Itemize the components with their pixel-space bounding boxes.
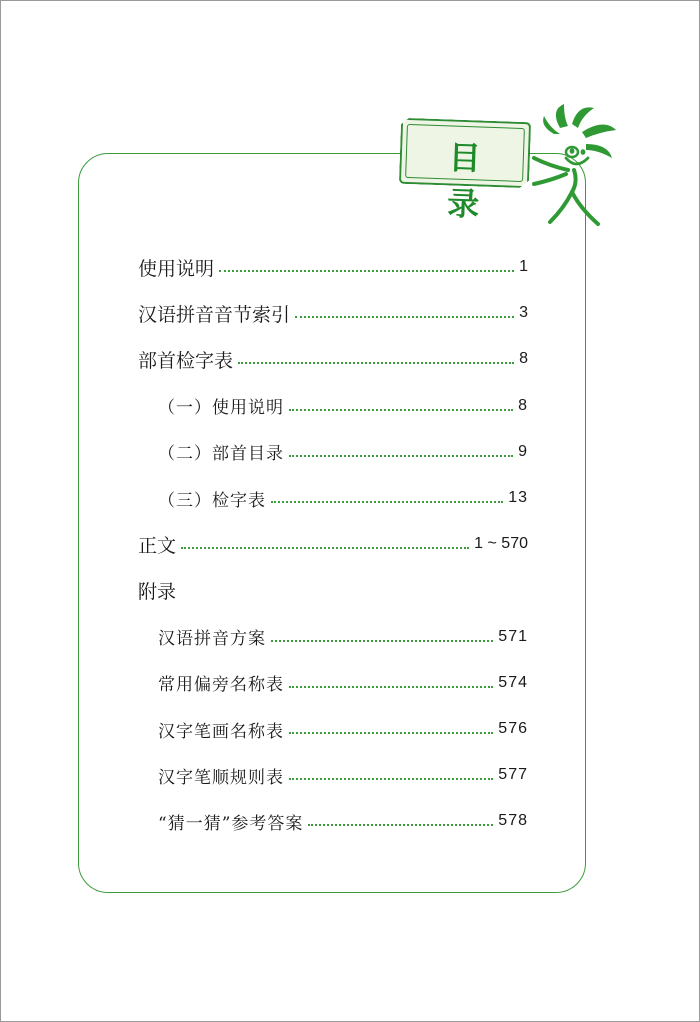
toc-dot-leader [289,409,513,411]
toc-entry[interactable] [158,391,528,421]
toc-entry-label: 汉字笔画名称表 [158,721,284,742]
toc-entry[interactable] [158,483,528,513]
toc-entry-page: 1 [519,258,528,275]
toc-entry-page: 577 [498,766,528,784]
page-title: 目 录 [446,138,498,225]
toc-entry-page: 3 [519,304,528,322]
toc-entry[interactable] [138,529,528,559]
toc-entry[interactable] [138,252,528,282]
toc-entry-page: 8 [518,396,528,414]
toc-entry-label: 使用说明 [138,257,215,280]
toc-entry-label: 常用偏旁名称表 [158,675,284,696]
toc-entry-page: 578 [498,812,528,830]
toc-entry-label: 附录 [138,580,177,603]
toc-entry-page: 571 [498,627,528,645]
toc-entry-label: （一）使用说明 [158,398,284,419]
toc-entry-page: 13 [508,489,528,506]
toc-dot-leader [271,501,503,503]
toc-entry-label: “猜一猜”参考答案 [158,813,304,834]
toc-entry-page: 1 ~ 570 [474,535,528,553]
toc-entry-label: 部首检字表 [138,349,234,372]
toc-entry[interactable] [158,622,528,652]
toc-entry[interactable] [158,806,528,836]
toc-entry[interactable] [158,437,528,467]
toc-entry[interactable] [138,575,528,605]
smiling-figure-icon [520,100,630,230]
toc-dot-leader [238,362,514,364]
toc-entry-page: 9 [518,442,528,460]
toc-entry-label: （三）检字表 [158,490,266,511]
toc-dot-leader [289,732,493,734]
toc-entry[interactable] [158,714,528,744]
toc-entry-label: 汉语拼音方案 [158,629,266,650]
toc-entry[interactable] [158,668,528,698]
toc-dot-leader [271,640,493,642]
toc-entry-label: 正文 [138,534,177,557]
toc-entry[interactable] [138,298,528,328]
toc-entry-page: 576 [498,720,528,737]
toc-entry-label: （二）部首目录 [158,444,284,465]
toc-dot-leader [181,547,469,549]
toc-entry-page: 574 [498,673,528,691]
toc-dot-leader [295,316,514,318]
toc-entry[interactable] [138,344,528,374]
toc-dot-leader [308,824,493,826]
title-tag [399,118,531,225]
toc-entry-page: 8 [519,350,528,368]
toc-dot-leader [289,686,493,688]
toc-dot-leader [289,778,493,780]
toc-entry-label: 汉语拼音音节索引 [138,303,291,326]
toc-dot-leader [289,455,513,457]
toc-dot-leader [219,270,514,272]
toc-entry[interactable] [158,760,528,790]
toc-entry-label: 汉字笔顺规则表 [158,767,284,788]
